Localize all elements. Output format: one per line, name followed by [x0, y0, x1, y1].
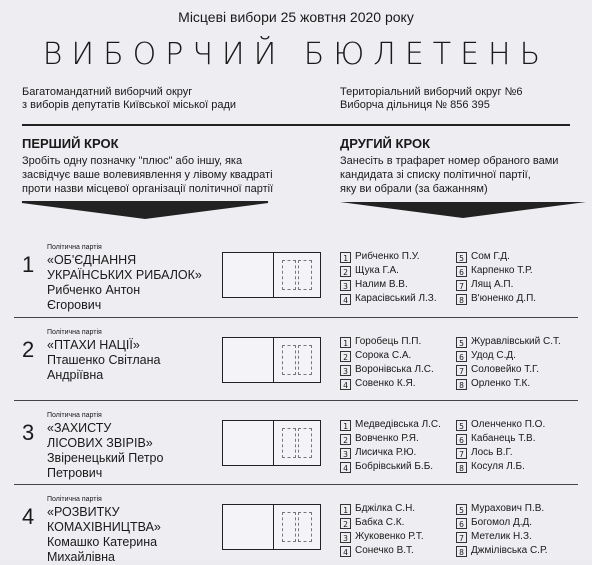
candidate-name: Лисичка Р.Ю.: [355, 447, 417, 458]
vote-checkbox[interactable]: [222, 337, 274, 383]
candidate-name: Воронівська Л.С.: [355, 364, 434, 375]
candidate-name: Жуковенко Р.Т.: [355, 531, 424, 542]
candidate-item: [340, 349, 411, 363]
candidate-item: [456, 349, 516, 363]
first-step-heading: ПЕРШИЙ КРОК: [22, 136, 119, 151]
candidate-number: 2: [340, 434, 351, 445]
header-divider: [22, 124, 570, 126]
candidate-name: Вовченко Р.Я.: [355, 433, 419, 444]
party-name-line: «РОЗВИТКУ: [47, 505, 120, 519]
party-number: 3: [22, 420, 35, 445]
party-name-line: КОМАХІВНИЦТВА»: [47, 520, 161, 534]
candidate-item: [340, 264, 399, 278]
candidate-item: [456, 335, 561, 349]
candidate-number: 6: [456, 518, 467, 529]
party-caption: Політична партія: [47, 412, 102, 419]
candidate-number: 1: [340, 337, 351, 348]
party-leader: [47, 451, 163, 481]
candidate-item: [456, 278, 513, 292]
candidate-item: [456, 418, 545, 432]
first-step-line: проти назви місцевої організації політичної партії: [22, 183, 274, 195]
stencil-digits: [282, 260, 312, 290]
candidate-name: Лящ А.П.: [471, 279, 514, 290]
second-step-line: яку ви обрали (за бажанням): [340, 183, 488, 195]
candidate-name: Медведівська Л.С.: [355, 419, 441, 430]
candidate-item: [456, 363, 539, 377]
candidate-number: 1: [340, 252, 351, 263]
party-number: 1: [22, 252, 35, 277]
party-leader: [47, 535, 157, 565]
candidate-item: [340, 363, 434, 377]
candidate-item: [456, 460, 525, 474]
candidate-name: Оленченко П.О.: [471, 419, 546, 430]
candidate-item: [456, 292, 536, 306]
candidate-number: 5: [456, 252, 467, 263]
candidate-name: Джмілівська С.Р.: [471, 545, 548, 556]
row-separator: [14, 317, 578, 318]
stencil-digits: [282, 512, 312, 542]
stencil-digit-slot[interactable]: [298, 260, 312, 290]
party-name-line: ЛІСОВИХ ЗВІРІВ»: [47, 436, 153, 450]
candidate-number: 8: [456, 462, 467, 473]
candidate-number: 5: [456, 504, 467, 515]
candidate-item: [340, 516, 404, 530]
party-leader-line: Пташенко Світлана: [47, 353, 161, 367]
candidate-item: [456, 530, 532, 544]
row-separator: [14, 484, 578, 485]
candidate-number: 7: [456, 532, 467, 543]
candidate-number: 3: [340, 365, 351, 376]
candidate-name: Налим В.В.: [355, 279, 408, 290]
candidate-number: 4: [340, 546, 351, 557]
candidate-name: В'юненко Д.П.: [471, 293, 537, 304]
candidate-name: Удод С.Д.: [471, 350, 516, 361]
candidate-name: Лось В.Г.: [471, 447, 513, 458]
party-name: [47, 338, 140, 353]
candidate-number: 2: [340, 266, 351, 277]
polling-station: Виборча дільниця № 856 395: [340, 99, 490, 111]
stencil-digit-slot[interactable]: [298, 428, 312, 458]
candidate-name: Щука Г.А.: [355, 265, 399, 276]
candidate-item: [456, 432, 535, 446]
stencil-digit-slot[interactable]: [298, 345, 312, 375]
stencil-digits: [282, 345, 312, 375]
stencil-digit-slot[interactable]: [282, 260, 296, 290]
candidate-item: [456, 502, 544, 516]
second-step-arrow: [338, 198, 588, 222]
district-type: Багатомандатний виборчий округ: [22, 86, 193, 98]
candidate-number: 6: [456, 266, 467, 277]
candidate-name: Метелик Н.З.: [471, 531, 532, 542]
party-name: [47, 505, 161, 535]
candidate-name: Сонечко В.Т.: [355, 545, 414, 556]
candidate-name: Богомол Д.Д.: [471, 517, 533, 528]
candidate-name: Сорока С.А.: [355, 350, 412, 361]
candidate-name: Бабка С.К.: [355, 517, 405, 528]
candidate-name: Соловейко Т.Г.: [471, 364, 539, 375]
district-info-right: [340, 86, 523, 112]
candidate-name: Сом Г.Д.: [471, 251, 510, 262]
party-leader-line: Комашко Катерина: [47, 535, 158, 549]
party-number: 4: [22, 504, 35, 529]
candidate-number: 5: [456, 337, 467, 348]
district-info-left: [22, 86, 236, 112]
candidate-item: [456, 446, 513, 460]
candidate-number: 1: [340, 420, 351, 431]
candidate-number-stencil[interactable]: [273, 420, 321, 466]
council-name: з виборів депутатів Київської міської ради: [22, 99, 237, 111]
party-caption: Політична партія: [47, 244, 102, 251]
candidate-number-stencil[interactable]: [273, 504, 321, 550]
candidate-name: Бджілка С.Н.: [355, 503, 416, 514]
candidate-number: 7: [456, 280, 467, 291]
candidate-number: 8: [456, 546, 467, 557]
territorial-district: Територіальний виборчий округ №6: [340, 86, 523, 98]
candidate-item: [340, 544, 414, 558]
candidate-number: 6: [456, 351, 467, 362]
party-leader: [47, 283, 140, 313]
party-name: [47, 421, 153, 451]
party-leader-line: Рибченко Антон: [47, 283, 141, 297]
second-step-text: [340, 154, 558, 196]
vote-checkbox[interactable]: [222, 252, 274, 298]
candidate-name: Мурахович П.В.: [471, 503, 545, 514]
party-name: [47, 253, 202, 283]
ballot-title: ВИБОРЧИЙ БЮЛЕТЕНЬ: [42, 37, 550, 72]
candidate-number: 3: [340, 280, 351, 291]
stencil-digit-slot[interactable]: [282, 512, 296, 542]
stencil-digit-slot[interactable]: [298, 512, 312, 542]
party-caption: Політична партія: [47, 496, 102, 503]
vote-checkbox[interactable]: [222, 504, 274, 550]
candidate-item: [340, 418, 441, 432]
candidate-number-stencil[interactable]: [273, 337, 321, 383]
party-leader: [47, 353, 160, 383]
party-leader-line: Єгорович: [47, 298, 102, 312]
first-step-line: Зробіть одну позначку "плюс" або іншу, яка: [22, 155, 243, 167]
party-leader-line: Андріївна: [47, 368, 104, 382]
second-step-line: кандидата зі списку політичної партії,: [340, 169, 531, 181]
candidate-item: [340, 530, 424, 544]
candidate-number: 4: [340, 294, 351, 305]
candidate-number: 2: [340, 351, 351, 362]
second-step-line: Занесіть в трафарет номер обраного вами: [340, 155, 559, 167]
candidate-name: Орленко Т.К.: [471, 378, 531, 389]
candidate-item: [340, 432, 419, 446]
party-name-line: УКРАЇНСЬКИХ РИБАЛОК»: [47, 268, 202, 282]
row-separator: [14, 400, 578, 401]
party-number: 2: [22, 337, 35, 362]
party-caption: Політична партія: [47, 329, 102, 336]
candidate-number: 7: [456, 448, 467, 459]
candidate-item: [340, 377, 416, 391]
candidate-number: 4: [340, 379, 351, 390]
candidate-item: [340, 460, 433, 474]
candidate-item: [340, 292, 437, 306]
candidate-name: Совенко К.Я.: [355, 378, 416, 389]
candidate-name: Кабанець Т.В.: [471, 433, 536, 444]
stencil-digit-slot[interactable]: [282, 345, 296, 375]
stencil-digits: [282, 428, 312, 458]
candidate-name: Косуля Л.Б.: [471, 461, 525, 472]
vote-checkbox[interactable]: [222, 420, 274, 466]
candidate-item: [456, 250, 510, 264]
candidate-item: [456, 377, 530, 391]
first-step-line: засвідчує ваше волевиявлення у лівому квадраті: [22, 169, 273, 181]
candidate-name: Горобець П.П.: [355, 336, 422, 347]
candidate-name: Бобрівський Б.Б.: [355, 461, 434, 472]
party-leader-line: Звіренецький Петро: [47, 451, 164, 465]
candidate-item: [340, 502, 415, 516]
second-step-heading: ДРУГИЙ КРОК: [340, 136, 430, 151]
candidate-item: [340, 335, 421, 349]
candidate-number: 3: [340, 532, 351, 543]
party-name-line: «ПТАХИ НАЦІЇ»: [47, 338, 140, 352]
stencil-digit-slot[interactable]: [282, 428, 296, 458]
candidate-number: 4: [340, 462, 351, 473]
candidate-number: 6: [456, 434, 467, 445]
candidate-name: Карасівський Л.З.: [355, 293, 437, 304]
candidate-number-stencil[interactable]: [273, 252, 321, 298]
election-date: Місцеві вибори 25 жовтня 2020 року: [178, 9, 414, 25]
candidate-item: [340, 446, 416, 460]
party-name-line: «ОБ'ЄДНАННЯ: [47, 253, 137, 267]
candidate-number: 8: [456, 294, 467, 305]
candidate-number: 2: [340, 518, 351, 529]
candidate-item: [456, 516, 532, 530]
candidate-number: 8: [456, 379, 467, 390]
candidate-name: Рибченко П.У.: [355, 251, 420, 262]
candidate-item: [456, 544, 548, 558]
candidate-name: Карпенко Т.Р.: [471, 265, 533, 276]
candidate-name: Журавлівський С.Т.: [471, 336, 561, 347]
candidate-number: 1: [340, 504, 351, 515]
first-step-text: [22, 154, 273, 196]
candidate-item: [340, 278, 408, 292]
candidate-number: 5: [456, 420, 467, 431]
candidate-item: [340, 250, 420, 264]
candidate-number: 7: [456, 365, 467, 376]
candidate-number: 3: [340, 448, 351, 459]
first-step-arrow: [20, 198, 270, 222]
party-leader-line: Михайлівна: [47, 550, 116, 564]
party-name-line: «ЗАХИСТУ: [47, 421, 112, 435]
party-leader-line: Петрович: [47, 466, 103, 480]
candidate-item: [456, 264, 533, 278]
